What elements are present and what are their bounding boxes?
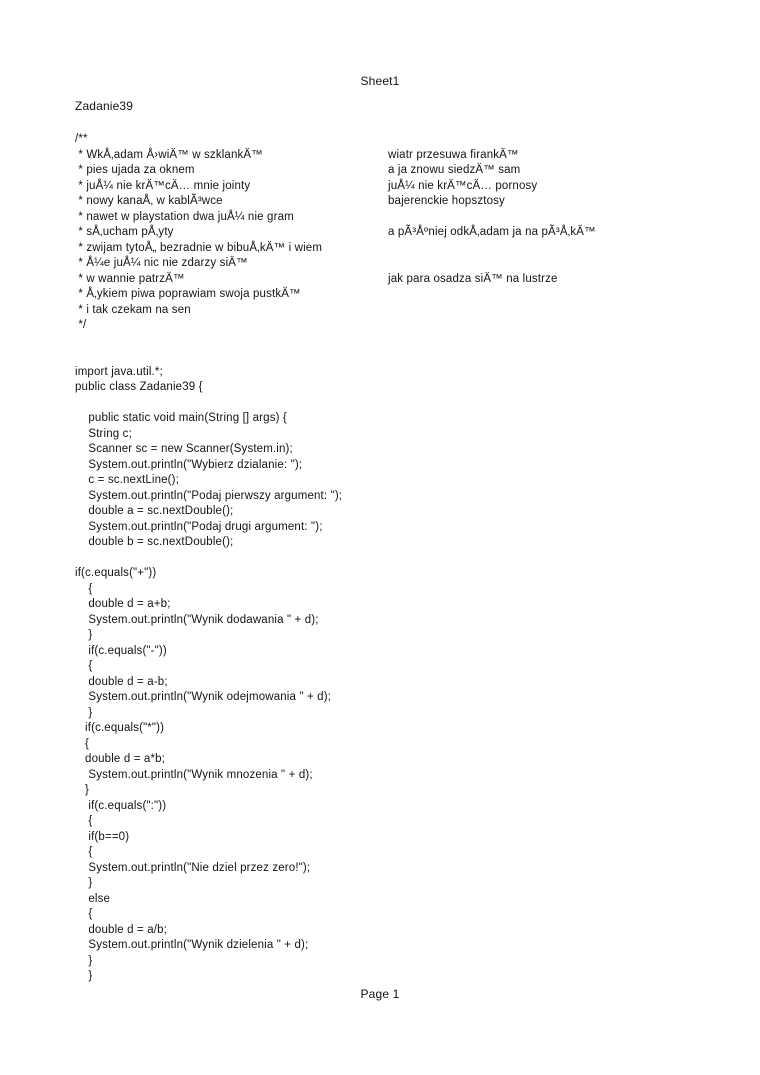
code-line: if(c.equals(":")) (75, 799, 167, 812)
code-line: } (75, 784, 90, 796)
comment-line: * nawet w playstation dwa juÅ¼ nie gram (75, 210, 294, 223)
page-footer: Page 1 (360, 987, 400, 1001)
code-line: System.out.println("Wynik dodawania " + d); (75, 613, 319, 626)
code-line: public static void main(String [] args) { (75, 412, 287, 424)
code-line: { (75, 815, 93, 827)
code-line: { (75, 660, 93, 672)
comment-line: * w wannie patrzÄ™ (75, 272, 185, 285)
code-line: } (75, 877, 93, 889)
sheet-header: Sheet1 (360, 74, 400, 88)
comment-line: * pies ujada za oknem (75, 164, 195, 176)
code-line: Scanner sc = new Scanner(System.in); (75, 443, 293, 455)
comment-line: */ (75, 319, 87, 331)
code-line: { (75, 737, 90, 750)
comment-line-right: bajerenckie hopsztosy (388, 195, 505, 207)
comment-line-right: juÅ¼ nie krÄ™cÄ… pornosy (388, 179, 538, 192)
comment-line-right: a pÃ³Åºniej odkÅ‚adam ja na pÃ³Å‚kÄ™ (388, 226, 596, 238)
code-line: if(b==0) (75, 830, 130, 843)
code-line: System.out.println("Wybierz dzialanie: "); (75, 458, 303, 471)
comment-line: * WkÅ‚adam Å›wiÄ™ w szklankÄ™ (75, 148, 263, 161)
code-line: double a = sc.nextDouble(); (75, 505, 234, 517)
code-line: String c; (75, 427, 132, 440)
comment-line: /** (75, 133, 88, 145)
comment-line: * zwijam tytoÅ„ bezradnie w bibuÅ‚kÄ™ i wiem (75, 241, 323, 254)
code-line: System.out.println("Wynik mnozenia " + d); (75, 768, 313, 781)
code-line: { (75, 582, 93, 595)
comment-line: * nowy kanaÅ‚ w kablÃ³wce (75, 195, 223, 207)
comment-line: * Å‚ykiem piwa poprawiam swoja pustkÄ™ (75, 288, 301, 300)
code-line: double b = sc.nextDouble(); (75, 536, 234, 548)
code-line: System.out.println("Podaj drugi argument: "); (75, 520, 323, 533)
comment-line: * Å¼e juÅ¼ nic nie zdarzy siÄ™ (75, 257, 248, 269)
code-line: double d = a*b; (75, 753, 165, 765)
code-line: { (75, 846, 93, 858)
code-line: } (75, 706, 93, 719)
comment-line: * juÅ¼ nie krÄ™cÄ… mnie jointy (75, 179, 251, 192)
comment-line: * sÅ‚ucham pÅ‚yty (75, 226, 174, 238)
code-line: else (75, 892, 111, 905)
code-line: public class Zadanie39 { (75, 381, 203, 393)
comment-line-right: a ja znowu siedzÄ™ sam (388, 164, 521, 176)
code-line: double d = a-b; (75, 675, 168, 688)
code-line: } (75, 629, 93, 641)
code-line: if(c.equals("*")) (75, 722, 165, 734)
code-line: c = sc.nextLine(); (75, 474, 179, 486)
code-line: if(c.equals("+")) (75, 567, 157, 579)
comment-line: * i tak czekam na sen (75, 303, 191, 316)
code-line: System.out.println("Wynik dzielenia " + d); (75, 939, 309, 951)
code-line: } (75, 954, 93, 967)
code-line: if(c.equals("-")) (75, 644, 167, 657)
code-line: System.out.println("Wynik odejmowania " + d); (75, 691, 332, 703)
comment-line-right: jak para osadza siÄ™ na lustrze (388, 272, 558, 285)
code-line: { (75, 908, 93, 920)
code-line: double d = a/b; (75, 923, 168, 936)
code-line: import java.util.*; (75, 365, 163, 378)
code-line: System.out.println("Podaj pierwszy argument: "); (75, 489, 343, 502)
code-line: } (75, 970, 93, 982)
code-line: System.out.println("Nie dziel przez zero!"); (75, 861, 311, 874)
document-title: Zadanie39 (75, 99, 134, 113)
code-line: double d = a+b; (75, 598, 171, 610)
comment-line-right: wiatr przesuwa firankÄ™ (388, 148, 519, 161)
